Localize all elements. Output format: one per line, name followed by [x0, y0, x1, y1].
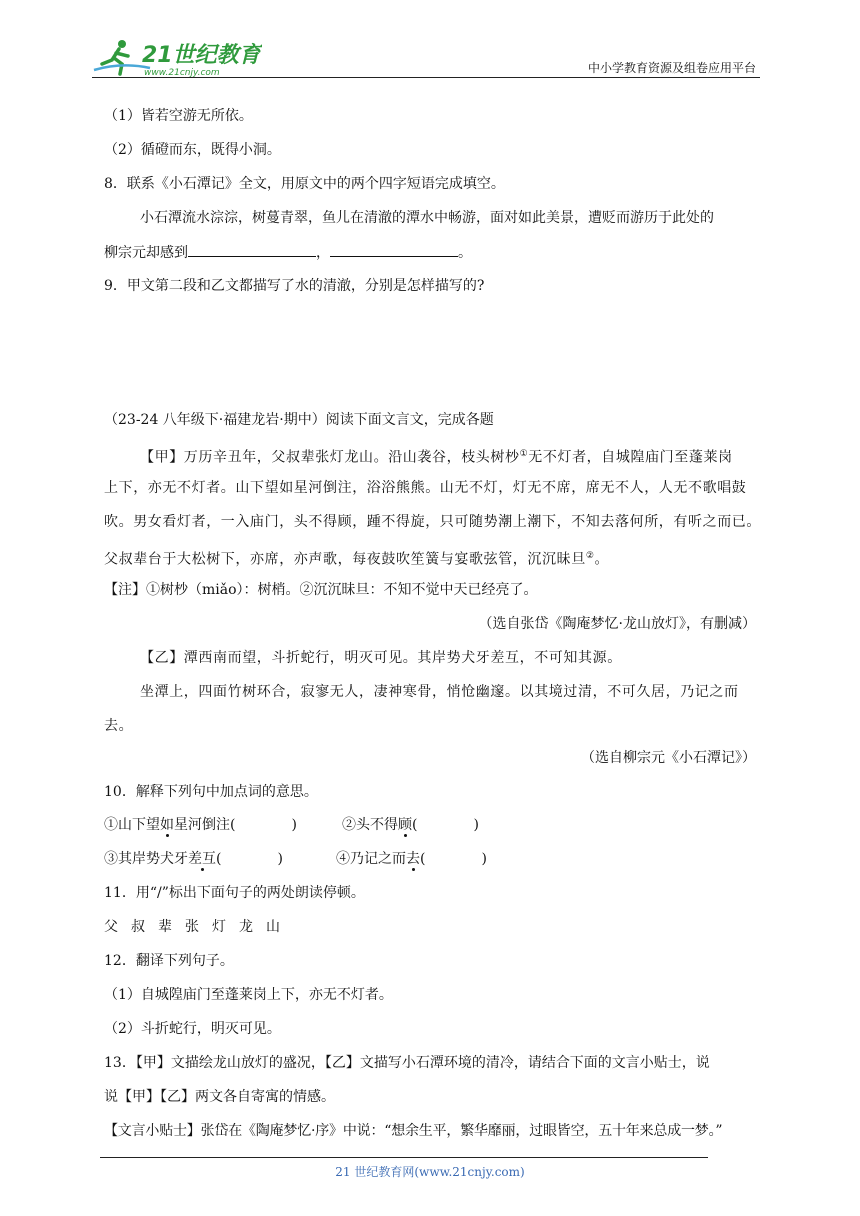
source-heading: （23-24 八年级下·福建龙岩·期中）阅读下面文言文，完成各题 — [104, 412, 494, 428]
item-2-line: （2）循磴而东，既得小洞。 — [104, 142, 281, 158]
header-divider — [92, 77, 760, 78]
dotted-word: 去 — [406, 851, 420, 867]
question-8: 8．联系《小石潭记》全文，用原文中的两个四字短语完成填空。 — [104, 176, 505, 192]
question-13-line-1: 13．【甲】文描绘龙山放灯的盛况，【乙】文描写小石潭环境的清冷，请结合下面的文言小贴士，说 — [104, 1055, 710, 1071]
site-logo — [92, 36, 262, 80]
footer-site-link[interactable]: 21 世纪教育网(www.21cnjy.com) — [335, 1165, 525, 1179]
close-paren: ) — [277, 851, 283, 867]
passage-jia-line-4 — [104, 546, 609, 570]
open-paren: ( — [216, 851, 222, 867]
question-9: 9．甲文第二段和乙文都描写了水的清澈，分别是怎样描写的? — [104, 278, 485, 294]
logo-text: 21世纪教育 — [142, 43, 261, 68]
passage-yi-line-3: 去。 — [104, 718, 134, 734]
passage-jia-line-3: 吹。男女看灯者，一入庙门，头不得顾，踵不得旋，只可随势潮上潮下，不知去落何所，有听之而已。 — [104, 514, 761, 530]
jia-source-citation: （选自张岱《陶庵梦忆·龙山放灯》，有删减） — [478, 616, 756, 632]
logo-url: www.21cnjy.com — [144, 68, 220, 78]
item-1-line: （1）皆若空游无所依。 — [104, 108, 253, 124]
platform-name: 中小学教育资源及组卷应用平台 — [587, 61, 756, 75]
question-11-sentence[interactable]: 父叔辈张灯龙山 — [104, 919, 293, 935]
answer-blank-2[interactable] — [330, 242, 458, 257]
q10-1-text-b: 星河倒注( — [174, 817, 236, 833]
question-12-item-1: （1）自城隍庙门至蓬莱岗上下，亦无不灯者。 — [104, 987, 393, 1003]
question-13-line-2: 说【甲】【乙】两文各自寄寓的情感。 — [104, 1089, 335, 1105]
open-paren: ( — [420, 851, 426, 867]
question-10-item-1 — [104, 815, 297, 835]
passage-jia-line-2: 上下，亦无不灯者。山下望如星河倒注，浴浴熊熊。山无不灯，灯无不席，席无不人，人无不歌唱鼓 — [104, 480, 747, 496]
question-10-item-3 — [104, 849, 283, 869]
q10-4-text: ④乃记之而 — [336, 851, 406, 867]
close-paren: ) — [291, 817, 297, 833]
q10-1-text: ①山下望 — [104, 817, 160, 833]
close-paren: ) — [481, 851, 487, 867]
jia-4-text-b: 。 — [594, 551, 610, 568]
footer-divider — [100, 1157, 708, 1158]
question-10-item-2 — [342, 815, 479, 835]
footnote-2-mark: ② — [585, 551, 595, 561]
classical-tip: 【文言小贴士】张岱在《陶庵梦忆·序》中说：“想余生平，繁华靡丽，过眼皆空，五十年来总成一梦。” — [104, 1123, 723, 1139]
dotted-word: 如 — [160, 817, 174, 833]
answer-blank-1[interactable] — [188, 242, 316, 257]
question-8-passage: 小石潭流水淙淙，树蔓青翠，鱼儿在清澈的潭水中畅游，面对如此美景，遭贬而游历于此处的 — [140, 210, 714, 226]
comma-text: ， — [316, 245, 330, 261]
footnote-1-mark: ① — [519, 449, 529, 459]
jia-4-text-a: 父叔辈台于大松树下，亦席，亦声歌，每夜鼓吹笙簧与宴歌弦管，沉沉昧旦 — [104, 551, 586, 568]
question-8-fill-line — [104, 242, 472, 263]
open-paren: ( — [412, 817, 418, 833]
dotted-word-text: 差互 — [188, 851, 216, 867]
question-12: 12．翻译下列句子。 — [104, 953, 234, 969]
passage-jia-line-1 — [140, 444, 733, 468]
q10-2-text: ②头不得 — [342, 817, 398, 833]
dotted-word: 顾 — [398, 817, 412, 833]
jia-1-text-a: 【甲】万历辛丑年，父叔辈张灯龙山。沿山袭谷，枝头树杪 — [140, 449, 520, 466]
question-11: 11．用“/”标出下面句子的两处朗读停顿。 — [104, 885, 365, 901]
passage-yi-line-1: 【乙】潭西南而望，斗折蛇行，明灭可见。其岸势犬牙差互，不可知其源。 — [140, 650, 622, 666]
fill-lead-text: 柳宗元却感到 — [104, 245, 188, 261]
jia-1-text-b: 无不灯者，自城隍庙门至蓬莱岗 — [528, 449, 733, 466]
passage-yi-line-2: 坐潭上，四面竹树环合，寂寥无人，凄神寒骨，悄怆幽邃。以其境过清，不可久居，乃记之而 — [140, 684, 739, 700]
close-paren: ) — [473, 817, 479, 833]
question-12-item-2: （2）斗折蛇行，明灭可见。 — [104, 1021, 281, 1037]
question-10: 10．解释下列句中加点词的意思。 — [104, 784, 318, 800]
q10-3-text: ③其岸势犬牙 — [104, 851, 188, 867]
question-10-item-4 — [336, 849, 487, 869]
yi-source-citation: （选自柳宗元《小石潭记》） — [581, 750, 756, 766]
period-text: 。 — [458, 245, 472, 261]
dotted-word — [188, 851, 216, 867]
annotation-note: 【注】①树杪（miǎo）：树梢。②沉沉昧旦：不知不觉中天已经亮了。 — [104, 582, 538, 598]
